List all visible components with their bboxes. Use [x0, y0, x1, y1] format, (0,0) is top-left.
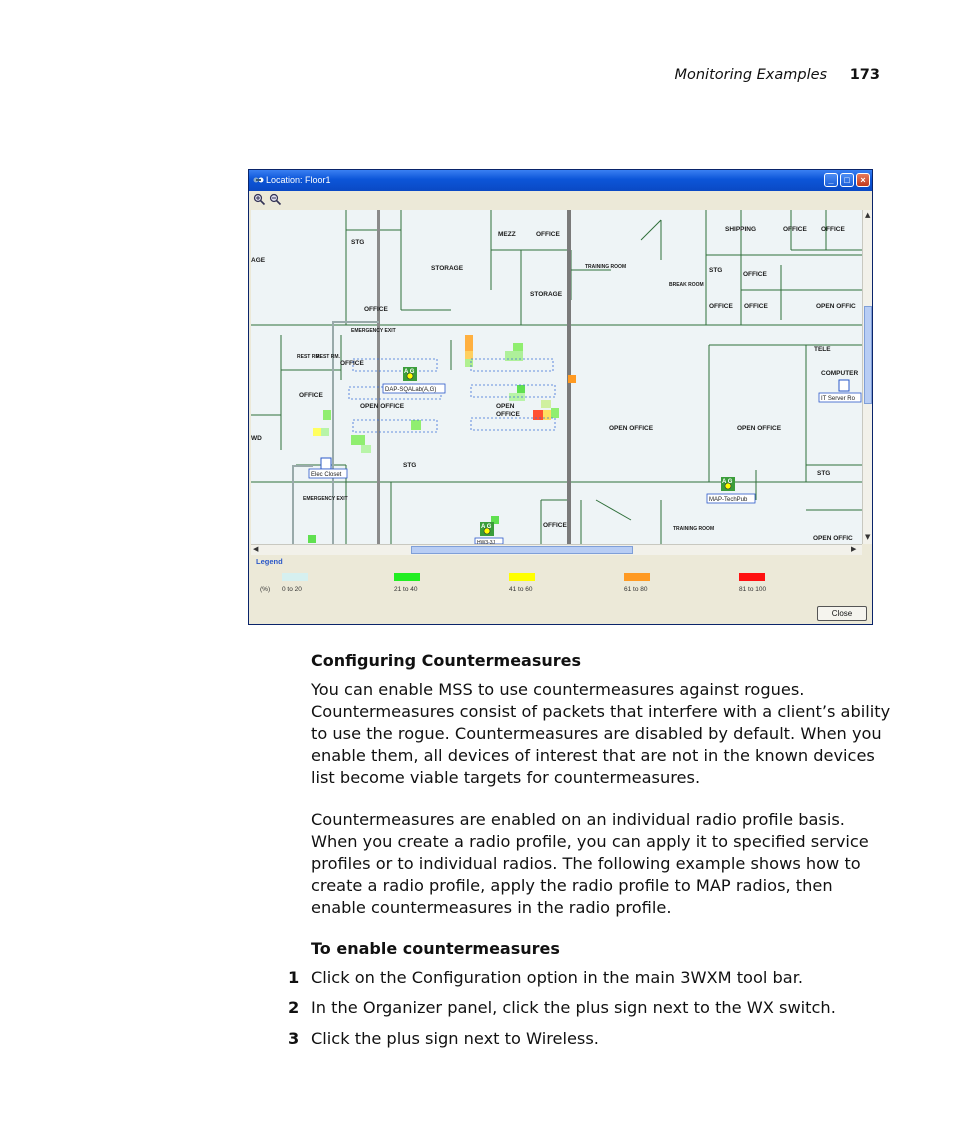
- close-window-button[interactable]: ×: [856, 173, 870, 187]
- zoom-in-icon[interactable]: [253, 193, 266, 206]
- horizontal-scroll-thumb[interactable]: [411, 546, 633, 554]
- map-room-label: OFFICE: [743, 271, 767, 278]
- map-room-label: STG: [817, 470, 831, 477]
- legend-range-label: 41 to 60: [509, 586, 533, 593]
- window-title: Location: Floor1: [266, 175, 331, 185]
- map-room-label: TELE: [814, 346, 831, 353]
- legend-swatch: [394, 573, 420, 581]
- horizontal-scrollbar[interactable]: [251, 544, 862, 555]
- legend-swatch: [739, 573, 765, 581]
- map-room-label: AGE: [251, 257, 266, 264]
- map-room-label: SHIPPING: [725, 226, 757, 233]
- map-room-label: OFFICE: [340, 360, 364, 367]
- map-room-label: OFFICE: [543, 522, 567, 529]
- location-window: [248, 169, 873, 625]
- map-room-label: STG: [351, 239, 365, 246]
- page-header: [674, 67, 880, 83]
- map-room-label: STG: [709, 267, 723, 274]
- map-partition: [377, 210, 380, 544]
- map-room-label: A G: [481, 524, 492, 530]
- map-room-label: STG: [403, 462, 417, 469]
- legend-swatch: [624, 573, 650, 581]
- map-room-label: OPEN OFFIC: [813, 535, 853, 542]
- map-room-label: TRAINING ROOM: [673, 526, 715, 532]
- step-2: 2 In the Organizer panel, click the plus sign next to the WX switch.: [288, 998, 836, 1017]
- map-room-label: OPEN OFFICE: [737, 425, 782, 432]
- window-toolbar: [249, 191, 872, 209]
- map-room-label: OFFICE: [299, 392, 323, 399]
- map-room-label: COMPUTER: [821, 370, 859, 377]
- map-corridor: [333, 322, 379, 544]
- map-room-label: OFFICE: [783, 226, 807, 233]
- legend-range-label: 61 to 80: [624, 586, 648, 593]
- paragraph-2: Countermeasures are enabled on an individual radio profile basis. When you create a radio profile, you can apply it to specified service profiles or to individual radios. The following example shows how to create a radio profile, apply the radio profile to MAP radios, then enable countermeasures in the radio profile.: [311, 810, 869, 917]
- step-3: 3 Click the plus sign next to Wireless.: [288, 1029, 599, 1048]
- map-room-label: DAP-SQALab(A,G): [385, 387, 437, 393]
- legend-range-label: 21 to 40: [394, 586, 418, 593]
- legend-range-label: 81 to 100: [739, 586, 767, 593]
- map-room-label: OPEN OFFIC: [816, 303, 856, 310]
- paragraph-1: You can enable MSS to use countermeasures against rogues. Countermeasures consist of packets that interfere with a client’s ability to use the rogue. Countermeasures are disabled by default. When you enable them, all devices of interest that are not in the known devices list become viable targets for countermeasures.: [311, 680, 891, 787]
- heading-configuring-countermeasures: Configuring Countermeasures: [311, 651, 582, 670]
- scroll-down-icon[interactable]: ▼: [865, 533, 871, 541]
- map-room-label: REST RM.: [297, 354, 321, 360]
- minimize-button[interactable]: _: [824, 173, 838, 187]
- vertical-scroll-thumb[interactable]: [864, 306, 872, 404]
- page-number: 173: [849, 67, 880, 83]
- map-room-label: STORAGE: [530, 291, 563, 298]
- legend-swatch: [509, 573, 535, 581]
- floor-plan: [251, 210, 862, 544]
- map-room-label: OPEN OFFICE: [360, 403, 405, 410]
- map-room-label: OFFICE: [536, 231, 560, 238]
- legend-unit: (%): [260, 586, 271, 593]
- floor-map[interactable]: [251, 210, 862, 544]
- map-room-label: EMERGENCY EXIT: [303, 496, 348, 502]
- scroll-left-icon[interactable]: ◀: [253, 545, 259, 553]
- map-room-label: WD: [251, 435, 262, 442]
- legend-title: Legend: [256, 557, 283, 566]
- map-room-label: STORAGE: [431, 265, 464, 272]
- map-room-label: A G: [404, 369, 415, 375]
- scroll-up-icon[interactable]: ▲: [865, 211, 871, 219]
- section-title: Monitoring Examples: [674, 67, 828, 83]
- close-button[interactable]: Close: [817, 606, 867, 621]
- map-room-label: OFFICE: [709, 303, 733, 310]
- map-room-label: MEZZ: [498, 231, 516, 238]
- map-room-label: OFFICE: [496, 411, 520, 418]
- map-room-label: OFFICE: [821, 226, 845, 233]
- zoom-out-icon[interactable]: [269, 193, 282, 206]
- map-room-label: OFFICE: [364, 306, 388, 313]
- heading-to-enable-countermeasures: To enable countermeasures: [311, 939, 560, 958]
- map-room-label: HW3-3J: [477, 540, 496, 544]
- map-room-label: TRAINING ROOM: [585, 264, 627, 270]
- map-room-label: OPEN OFFICE: [609, 425, 654, 432]
- step-1: 1 Click on the Configuration option in the main 3WXM tool bar.: [288, 968, 804, 987]
- legend-range-label: 0 to 20: [282, 586, 302, 593]
- map-room-label: EMERGENCY EXIT: [351, 328, 396, 334]
- vertical-scrollbar[interactable]: [862, 210, 873, 544]
- map-room-label: IT Server Ro: [821, 396, 855, 402]
- scroll-right-icon[interactable]: ▶: [851, 545, 857, 553]
- map-room-label: OPEN: [496, 403, 515, 410]
- legend-swatch: [282, 573, 308, 581]
- map-room-label: BREAK ROOM: [669, 282, 704, 288]
- map-room-label: A G: [722, 479, 733, 485]
- window-titlebar: [249, 170, 872, 191]
- maximize-button[interactable]: □: [840, 173, 854, 187]
- map-room-label: OFFICE: [744, 303, 768, 310]
- network-icon: [253, 175, 264, 185]
- map-room-label: Elec Closet: [311, 472, 342, 478]
- signal-legend: [249, 556, 872, 604]
- map-room-label: REST RM.: [316, 354, 340, 360]
- map-room-label: MAP-TechPub: [709, 497, 748, 503]
- map-walls: [251, 210, 862, 544]
